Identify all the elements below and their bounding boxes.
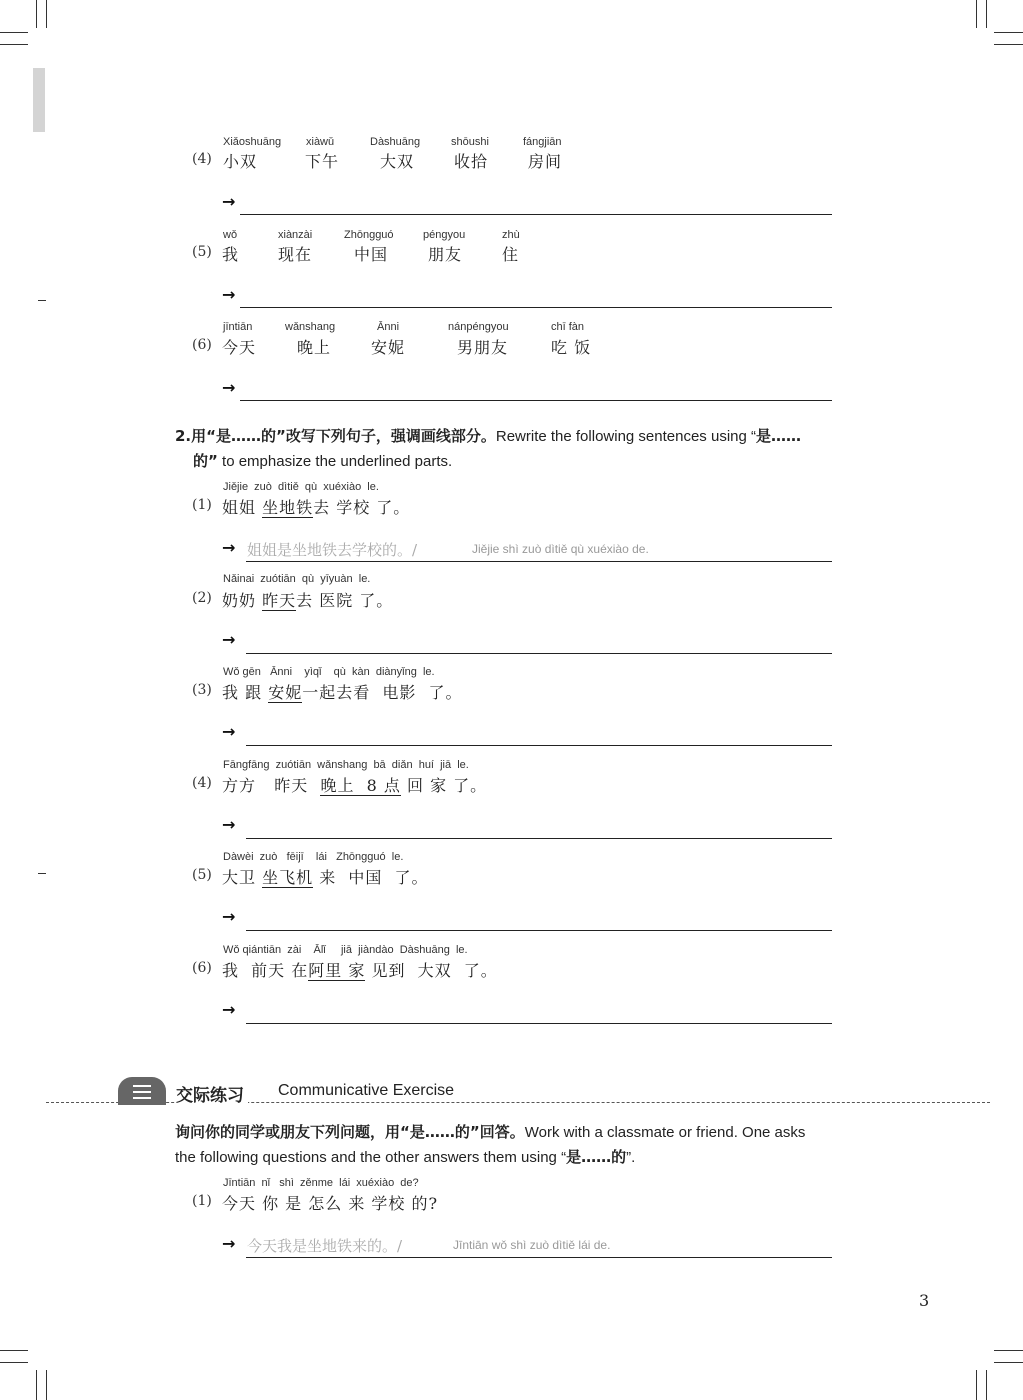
crop-mark [36, 0, 37, 28]
pinyin: péngyou [423, 229, 466, 241]
pinyin: nánpéngyou [448, 321, 509, 333]
arrow-icon: → [222, 285, 236, 304]
crop-mark [976, 0, 977, 28]
item-number: (1) [192, 497, 212, 513]
underlined-part: 安妮 [268, 683, 303, 702]
answer-line[interactable] [246, 1257, 832, 1258]
side-tick [38, 873, 46, 874]
pinyin: wǎnshang [285, 321, 336, 333]
hanzi: 中国 [354, 245, 389, 264]
answer-line[interactable] [240, 307, 832, 308]
hanzi-part: 回 家 了。 [400, 776, 488, 795]
pinyin: xiàwǔ [306, 136, 335, 148]
crop-mark [36, 1370, 37, 1400]
instruction-cn: 用“是……的”改写下列句子，强调画线部分。 [191, 427, 496, 445]
arrow-icon: → [222, 538, 236, 557]
answer-line[interactable] [246, 745, 832, 746]
pinyin: wǒ [223, 229, 238, 241]
hanzi: 小双 [223, 152, 258, 171]
hanzi: 男朋友 [457, 338, 509, 357]
instruction-en: Rewrite the following sentences using “ [495, 428, 756, 445]
underlined-part: 晚上 8 点 [320, 776, 401, 795]
pinyin: Jiějie zuò dìtiě qù xuéxiào le. [223, 481, 379, 493]
instruction-cn: 询问你的同学或朋友下列问题，用“是……的”回答。 [175, 1123, 525, 1141]
instruction-cn-inline: 是…… [756, 427, 802, 445]
pinyin: Ānni [377, 321, 400, 333]
sample-answer-cn: 今天我是坐地铁来的。/ [247, 1237, 403, 1255]
arrow-icon: → [222, 815, 236, 834]
item-number: (6) [192, 337, 212, 353]
crop-mark [0, 1350, 28, 1351]
item-number: (4) [192, 775, 212, 791]
crop-mark [994, 1362, 1023, 1363]
section-title-en: Communicative Exercise [278, 1082, 455, 1099]
crop-mark [0, 1362, 28, 1363]
hanzi-part: 方方 昨天 [222, 776, 321, 795]
pinyin: Jīntiān nǐ shì zěnme lái xuéxiào de? [223, 1177, 419, 1189]
hanzi: 晚上 [297, 338, 332, 357]
pinyin: Fāngfāng zuótiān wǎnshang bā diǎn huí jiā le. [223, 759, 469, 771]
hanzi-part: 姐姐 [222, 498, 263, 517]
crop-mark [994, 44, 1023, 45]
pinyin: jīntiān [223, 321, 253, 333]
crop-mark [0, 32, 28, 33]
hanzi-sentence [222, 865, 429, 888]
instruction-en: Work with a classmate or friend. One asks [524, 1124, 806, 1141]
pinyin: fángjiān [523, 136, 562, 148]
answer-line[interactable] [246, 838, 832, 839]
item-number: (6) [192, 960, 212, 976]
instruction-en-2: to emphasize the underlined parts. [222, 453, 453, 470]
answer-line[interactable] [246, 930, 832, 931]
item-number: (5) [192, 867, 212, 883]
pinyin: xiànzài [278, 229, 313, 241]
hanzi-part: 见到 大双 了。 [365, 961, 498, 980]
hanzi-sentence [222, 588, 393, 611]
hanzi-part: 去 医院 了。 [296, 591, 394, 610]
answer-line[interactable] [246, 561, 832, 562]
list-icon [118, 1077, 166, 1105]
arrow-icon: → [222, 1234, 236, 1253]
hanzi: 下午 [305, 152, 340, 171]
page-number: 3 [919, 1291, 930, 1310]
instruction-cn-2: 的” [193, 452, 218, 470]
pinyin: chī fàn [551, 321, 585, 333]
crop-mark [46, 0, 47, 28]
crop-mark [986, 1370, 987, 1400]
instruction-number: 2. [175, 427, 192, 445]
hanzi-part: 来 中国 了。 [313, 868, 429, 887]
item-number: (3) [192, 682, 212, 698]
hanzi-question: 今天 你 是 怎么 来 学校 的? [222, 1194, 439, 1213]
answer-line[interactable] [240, 214, 832, 215]
answer-line[interactable] [240, 400, 832, 401]
section-title-cn: 交际练习 [176, 1081, 248, 1106]
pinyin: Zhōngguó [344, 229, 394, 241]
underlined-part: 阿里 家 [308, 961, 366, 980]
instruction-end: ”. [626, 1149, 636, 1166]
item-number: (1) [192, 1193, 212, 1209]
underlined-part: 坐飞机 [262, 868, 314, 887]
hanzi-part: 去 学校 了。 [313, 498, 411, 517]
hanzi: 朋友 [428, 245, 463, 264]
hanzi-sentence [222, 958, 498, 981]
crop-mark [986, 0, 987, 28]
hanzi-sentence [222, 680, 463, 703]
pinyin: Wǒ qiántiān zài Ālǐ jiā jiàndào Dàshuāng le. [223, 944, 468, 956]
crop-mark [46, 1370, 47, 1400]
pinyin: zhù [502, 229, 520, 241]
hanzi: 吃 饭 [551, 338, 592, 357]
instruction-cn-inline: 是……的 [566, 1148, 627, 1166]
hanzi-part: 我 跟 [222, 683, 269, 702]
crop-mark [994, 32, 1023, 33]
hanzi: 大双 [380, 152, 415, 171]
crop-mark [976, 1370, 977, 1400]
hanzi: 安妮 [371, 338, 406, 357]
instruction-en-2: the following questions and the other answers them using “ [175, 1149, 567, 1166]
pinyin: Nǎinai zuótiān qù yīyuàn le. [223, 573, 371, 585]
hanzi: 我 [222, 245, 240, 264]
hanzi-sentence [222, 495, 410, 518]
item-number: (2) [192, 590, 212, 606]
hanzi: 住 [502, 245, 520, 264]
page-edge-tab [33, 68, 45, 132]
answer-line[interactable] [246, 653, 832, 654]
section3-instruction [175, 1120, 905, 1170]
hanzi-part: 奶奶 [222, 591, 263, 610]
hanzi: 收拾 [454, 152, 489, 171]
sample-answer-cn: 姐姐是坐地铁去学校的。/ [247, 541, 418, 559]
hanzi: 房间 [528, 152, 563, 171]
item-number: (5) [192, 244, 212, 260]
pinyin: Wǒ gēn Ānni yìqǐ qù kàn diànyǐng le. [223, 666, 435, 678]
crop-mark [994, 1350, 1023, 1351]
crop-mark [0, 44, 28, 45]
hanzi: 今天 [222, 338, 257, 357]
arrow-icon: → [222, 378, 236, 397]
sample-answer-pinyin: Jiějie shì zuò dìtiě qù xuéxiào de. [472, 542, 649, 556]
arrow-icon: → [222, 1000, 236, 1019]
arrow-icon: → [222, 192, 236, 211]
item-number: (4) [192, 151, 212, 167]
underlined-part: 昨天 [262, 591, 297, 610]
hanzi-part: 大卫 [222, 868, 263, 887]
hanzi-sentence [222, 773, 487, 796]
underlined-part: 坐地铁 [262, 498, 314, 517]
arrow-icon: → [222, 630, 236, 649]
pinyin: Xiǎoshuāng [223, 136, 282, 148]
answer-line[interactable] [246, 1023, 832, 1024]
arrow-icon: → [222, 907, 236, 926]
hanzi: 现在 [278, 245, 313, 264]
pinyin: shōushi [451, 136, 489, 148]
section2-instruction [175, 424, 905, 474]
pinyin: Dàshuāng [370, 136, 421, 148]
side-tick [38, 300, 46, 301]
hanzi-part: 一起去看 电影 了。 [302, 683, 463, 702]
pinyin: Dàwèi zuò fēijī lái Zhōngguó le. [223, 851, 404, 863]
arrow-icon: → [222, 722, 236, 741]
sample-answer-pinyin: Jīntiān wǒ shì zuò dìtiě lái de. [453, 1238, 611, 1252]
hanzi-part: 我 前天 在 [222, 961, 309, 980]
